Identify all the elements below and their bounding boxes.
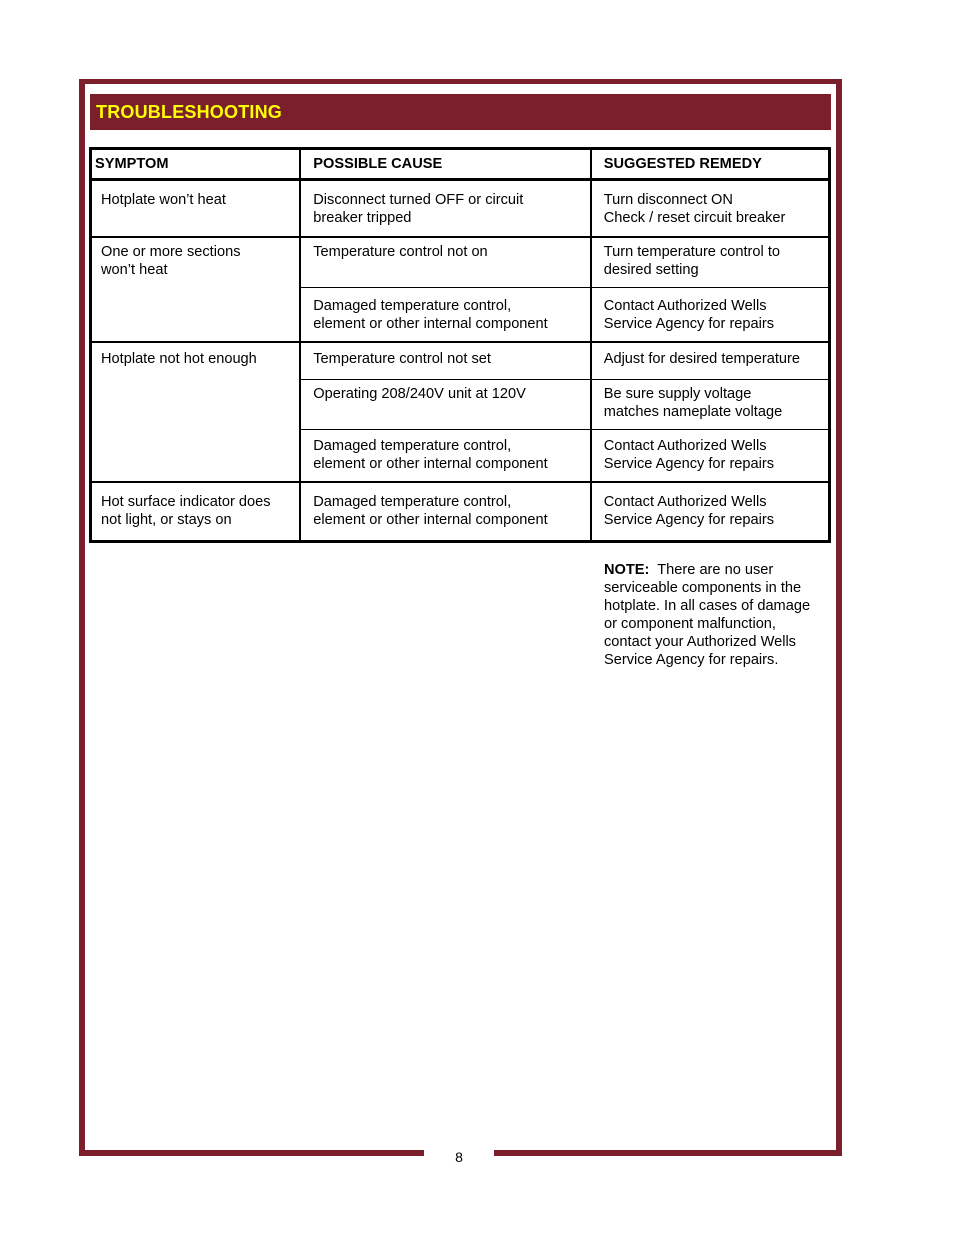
table-header-row (91, 149, 830, 180)
cause-cell: Damaged temperature control, element or other internal component (300, 430, 590, 483)
remedy-cell: Adjust for desired temperature (591, 342, 830, 380)
header-symptom: SYMPTOM (91, 149, 301, 180)
cause-cell: Operating 208/240V unit at 120V (300, 380, 590, 430)
section-title: TROUBLESHOOTING (96, 101, 282, 122)
page-frame-right (836, 79, 842, 1156)
remedy-cell: Contact Authorized Wells Service Agency for repairs (591, 430, 830, 483)
remedy-cell: Be sure supply voltage matches nameplate voltage (591, 380, 830, 430)
cause-cell: Temperature control not set (300, 342, 590, 380)
symptom-cell: One or more sections won’t heat (91, 237, 301, 342)
remedy-cell: Contact Authorized Wells Service Agency for repairs (591, 287, 830, 342)
table-row (91, 237, 830, 288)
cause-cell: Damaged temperature control, element or other internal component (300, 482, 590, 541)
symptom-cell: Hotplate won’t heat (91, 180, 301, 237)
symptom-cell: Hot surface indicator does not light, or stays on (91, 482, 301, 541)
page-frame-top (79, 79, 842, 84)
cause-cell: Disconnect turned OFF or circuit breaker tripped (300, 180, 590, 237)
note-text: There are no user serviceable components in the hotplate. In all cases of damage or component malfunction, contact your Authorized Wells Service Agency for repairs. (604, 562, 811, 668)
remedy-cell: Contact Authorized Wells Service Agency for repairs (591, 482, 830, 541)
table-row (91, 482, 830, 541)
remedy-cell: Turn disconnect ON Check / reset circuit breaker (591, 180, 830, 237)
remedy-cell: Turn temperature control to desired setting (591, 237, 830, 288)
service-note (604, 561, 824, 669)
header-suggested-remedy: SUGGESTED REMEDY (591, 149, 830, 180)
page-frame-left (79, 79, 85, 1156)
cause-cell: Damaged temperature control, element or other internal component (300, 287, 590, 342)
section-title-banner (90, 94, 831, 130)
table-row (91, 342, 830, 380)
troubleshooting-table (89, 147, 831, 543)
page-number: 8 (455, 1149, 463, 1165)
table-row (91, 180, 830, 237)
page-frame-bottom-left (79, 1150, 424, 1156)
cause-cell: Temperature control not on (300, 237, 590, 288)
page-frame-bottom-right (494, 1150, 842, 1156)
header-possible-cause: POSSIBLE CAUSE (300, 149, 590, 180)
symptom-cell: Hotplate not hot enough (91, 342, 301, 483)
note-label: NOTE: (604, 562, 650, 578)
